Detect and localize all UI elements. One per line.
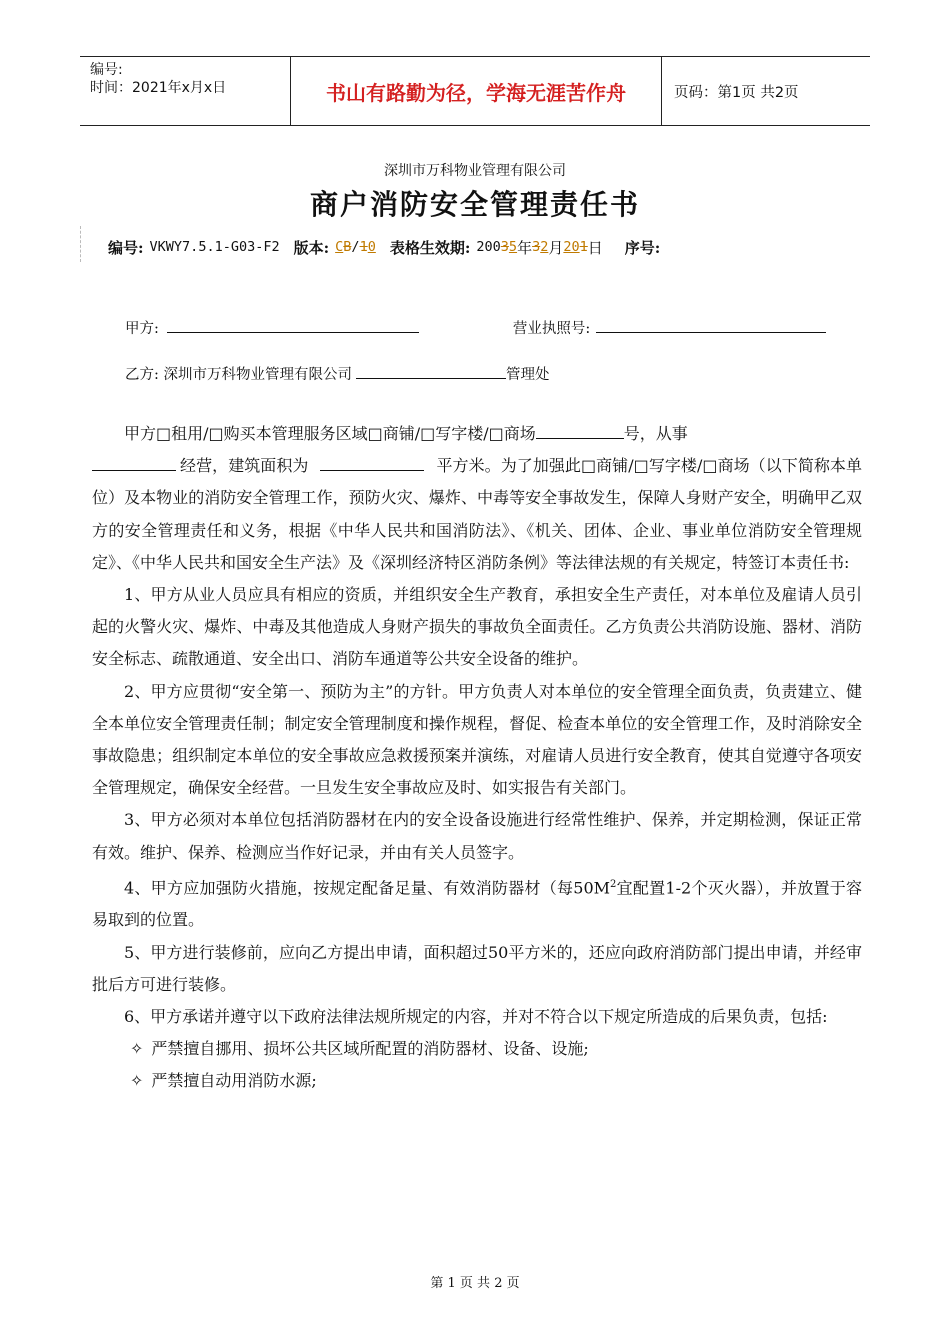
header-time: 时间：2021年x月x日	[90, 80, 227, 96]
margin-marker	[80, 226, 81, 262]
diamond-bullet-icon: ✧	[130, 1071, 144, 1091]
area-field[interactable]	[320, 452, 424, 471]
sequence-label: 序号:	[624, 238, 661, 257]
intro-paragraph	[92, 418, 862, 579]
document-title: 商户消防安全管理责任书	[309, 188, 640, 221]
year-inserted: 5	[508, 239, 518, 255]
party-a-label: 甲方:	[125, 321, 159, 337]
effective-date-label: 表格生效期:	[389, 238, 471, 257]
header-serial: 编号:	[90, 62, 123, 78]
month-deleted: 3	[532, 239, 541, 255]
header-page-number: 页码：第1页 共2页	[674, 84, 799, 101]
code-label: 编号:	[108, 238, 144, 257]
license-label: 营业执照号:	[512, 321, 591, 337]
clause-2: 2、甲方应贯彻“安全第一、预防为主”的方针。甲方负责人对本单位的安全管理全面负责，负责建立、健全本单位安全管理责任制；制定安全管理制度和操作规程，督促、检查本单位的安全管理工作，及时消除安全事故隐患；组织制定本单位的安全事故应急救援预案并演练，对雇请人员进行安全教育，使其自觉遵守各项安全管理规定，确保安全经营。一旦发生安全事故应及时、如实报告有关部门。	[92, 681, 862, 798]
clause-5: 5、甲方进行装修前，应向乙方提出申请，面积超过50平方米的，还应向政府消防部门提出申请，并经审批后方可进行装修。	[92, 942, 862, 994]
shop-number-field[interactable]	[536, 420, 624, 439]
year-suffix: 年	[517, 238, 533, 257]
company-name: 深圳市万科物业管理有限公司	[384, 163, 566, 179]
form-code-row	[108, 234, 828, 260]
diamond-bullet-icon: ✧	[130, 1039, 144, 1059]
list-item-text: 严禁擅自动用消防水源;	[151, 1071, 317, 1091]
document-body	[92, 418, 862, 1098]
version-label: 版本:	[293, 238, 330, 257]
intro-text-3: 经营，建筑面积为	[180, 456, 309, 476]
day-deleted: 1	[579, 239, 588, 255]
page-footer: 第 1 页 共 2 页	[430, 1276, 520, 1291]
party-b-label: 乙方: 深圳市万科物业管理有限公司	[125, 367, 352, 383]
intro-text-2: 号，从事	[623, 424, 688, 443]
clause-4-text-a: 4、甲方应加强防火措施，按规定配备足量、有效消防器材（每50M	[124, 878, 611, 898]
month-suffix: 月	[548, 238, 564, 257]
license-field[interactable]	[596, 316, 826, 333]
list-item	[92, 1065, 862, 1097]
clause-1: 1、甲方从业人员应具有相应的资质，并组织安全生产教育，承担安全生产责任，对本单位及雇请人员引起的火警火灾、爆炸、中毒及其他造成人身财产损失的事故负全面责任。乙方负责公共消防设施、器材、消防安全标志、疏散通道、安全出口、消防车通道等公共安全设备的维护。	[92, 585, 862, 669]
version-deleted-2: 1	[359, 239, 368, 255]
header-motto: 书山有路勤为径，学海无涯苦作舟	[290, 57, 662, 125]
month-inserted: 2	[540, 239, 549, 255]
list-item	[92, 1033, 862, 1065]
business-type-field[interactable]	[92, 452, 176, 471]
day-prefix: 20	[563, 239, 580, 255]
party-b-suffix: 管理处	[506, 367, 550, 383]
code-value: VKWY7.5.1-G03-F2	[149, 239, 280, 255]
version-deleted: B	[343, 239, 352, 255]
clause-4-text-b: 宜配置1-2个灭火器），并放置于容易取到的位置。	[92, 878, 862, 930]
party-a-row	[125, 316, 826, 338]
day-suffix: 日	[587, 238, 603, 257]
party-a-field[interactable]	[167, 316, 419, 333]
clause-4-superscript: 2	[610, 878, 617, 890]
year-prefix: 200	[476, 239, 501, 255]
party-b-row	[125, 362, 550, 384]
intro-text-4: 平方米。为了加强此□商铺/□写字楼/□商场（以下简称本单位）及本物业的消防安全管理工作，预防火灾、爆炸、中毒等安全事故发生，保障人身财产安全，明确甲乙双方的安全管理责任和义务，根据《中华人民共和国消防法》、《机关、团体、企业、事业单位消防安全管理规定》、《中华人民共和国安全生产法》及《深圳经济特区消防条例》等法律法规的有关规定，特签订本责任书:	[92, 456, 862, 572]
clause-6: 6、甲方承诺并遵守以下政府法律法规所规定的内容，并对不符合以下规定所造成的后果负责，包括:	[124, 1006, 828, 1026]
version-inserted-2: 0	[367, 239, 376, 255]
header-meta	[80, 57, 290, 125]
day-value	[563, 239, 587, 255]
clause-4	[92, 869, 862, 937]
party-b-office-field[interactable]	[356, 362, 506, 379]
version-inserted: C	[335, 239, 344, 255]
page-header	[80, 56, 870, 126]
list-item-text: 严禁擅自挪用、损坏公共区域所配置的消防器材、设备、设施;	[151, 1039, 589, 1059]
year-deleted: 3	[500, 239, 509, 255]
effective-date-value	[476, 239, 517, 255]
version-value	[335, 239, 376, 255]
clause-3: 3、甲方必须对本单位包括消防器材在内的安全设备设施进行经常性维护、保养，并定期检测，保证正常有效。维护、保养、检测应当作好记录，并由有关人员签字。	[92, 810, 862, 862]
version-separator: /	[351, 239, 360, 255]
month-value	[532, 239, 548, 255]
intro-text-1: 甲方□租用/□购买本管理服务区域□商铺/□写字楼/□商场	[124, 424, 536, 443]
